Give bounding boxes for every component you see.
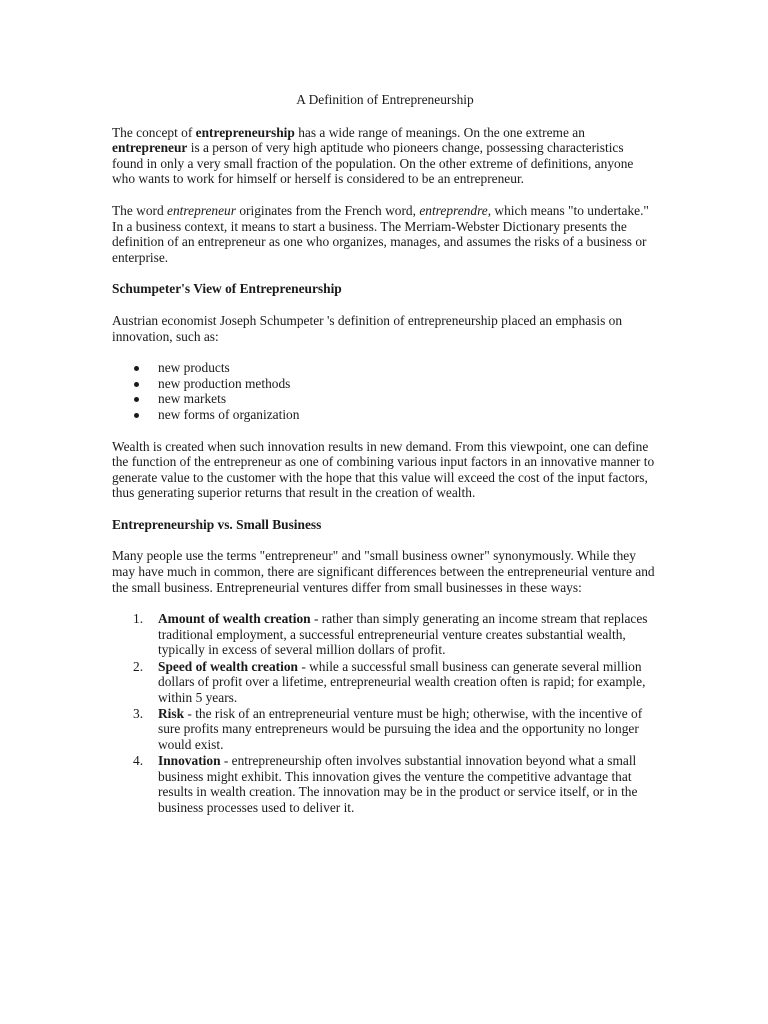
schumpeter-paragraph: Austrian economist Joseph Schumpeter 's definition of entrepreneurship placed an emphasis on innovation, such as: — [112, 312, 623, 344]
list-item — [133, 705, 658, 753]
word-origin-paragraph: The word entrepreneur originates from the French word, entreprendre, which means "to undertake." In a business context, it means to start a business. The Merriam-Webster Dictionary presents the definition of an entrepreneur as one who organizes, manages, and assumes the risks of a business or enterprise. — [112, 202, 649, 265]
term-entrepreneur: entrepreneur — [112, 140, 188, 156]
item-term: Speed of wealth creation — [158, 658, 298, 674]
item-text: - rather than simply generating an income stream that replaces traditional employment, a successful entrepreneurial venture creates substantial wealth, typically in excess of several million dollars of profit. — [158, 611, 648, 658]
list-item — [133, 753, 658, 815]
list-number: 2. — [133, 658, 144, 674]
term-entrepreneurship: entrepreneurship — [195, 124, 295, 140]
item-text: - entrepreneurship often involves substantial innovation beyond what a small business might exhibit. This innovation gives the venture the competitive advantage that results in wealth creation. The innovation may be in the product or service itself, or in the business processes used to deliver it. — [158, 753, 638, 815]
italic-entreprendre: entreprendre — [419, 202, 488, 218]
document-title: A Definition of Entrepreneurship — [296, 92, 474, 107]
italic-entrepreneur: entrepreneur — [167, 202, 236, 218]
wealth-paragraph: Wealth is created when such innovation results in new demand. From this viewpoint, one can define the function of the entrepreneur as one of combining various input factors in an innovative manner to generate value to the customer with the hope that this value will exceed the cost of the input factors, thus generating superior returns that result in the creation of wealth. — [112, 438, 655, 501]
list-item: new products — [158, 360, 658, 376]
list-item: new production methods — [158, 376, 658, 392]
item-text: - while a successful small business can generate several million dollars of profit over a lifetime, entrepreneurial wealth creation often is rapid; for example, within 5 years. — [158, 658, 646, 705]
section-heading-small-business: Entrepreneurship vs. Small Business — [112, 516, 322, 532]
list-number: 1. — [133, 611, 144, 627]
small-business-paragraph: Many people use the terms "entrepreneur" and "small business owner" synonymously. While they may have much in common, there are significant differences between the entrepreneurial venture and the small business. Entrepreneurial ventures differ from small businesses in these ways: — [112, 548, 655, 595]
item-term: Innovation — [158, 753, 221, 769]
list-item: new markets — [158, 391, 658, 407]
intro-paragraph: The concept of entrepreneurship has a wide range of meanings. On the one extreme an entrepreneur is a person of very high aptitude who pioneers change, possessing characteristics found in only a very small fraction of the population. On the other extreme of definitions, anyone who wants to work for himself or herself is considered to be an entrepreneur. — [112, 124, 634, 187]
innovation-list — [112, 360, 658, 422]
item-term: Amount of wealth creation — [158, 611, 311, 627]
list-number: 3. — [133, 705, 144, 721]
list-item — [133, 611, 658, 658]
list-number: 4. — [133, 753, 144, 769]
differences-list — [112, 611, 658, 815]
document-body — [112, 92, 658, 816]
item-text: - the risk of an entrepreneurial venture must be high; otherwise, with the incentive of sure profits many entrepreneurs would be pursuing the idea and the opportunity no longer would exist. — [158, 705, 643, 752]
list-item — [133, 658, 658, 706]
item-term: Risk — [158, 705, 185, 721]
section-heading-schumpeter: Schumpeter's View of Entrepreneurship — [112, 281, 342, 297]
list-item: new forms of organization — [158, 407, 658, 423]
